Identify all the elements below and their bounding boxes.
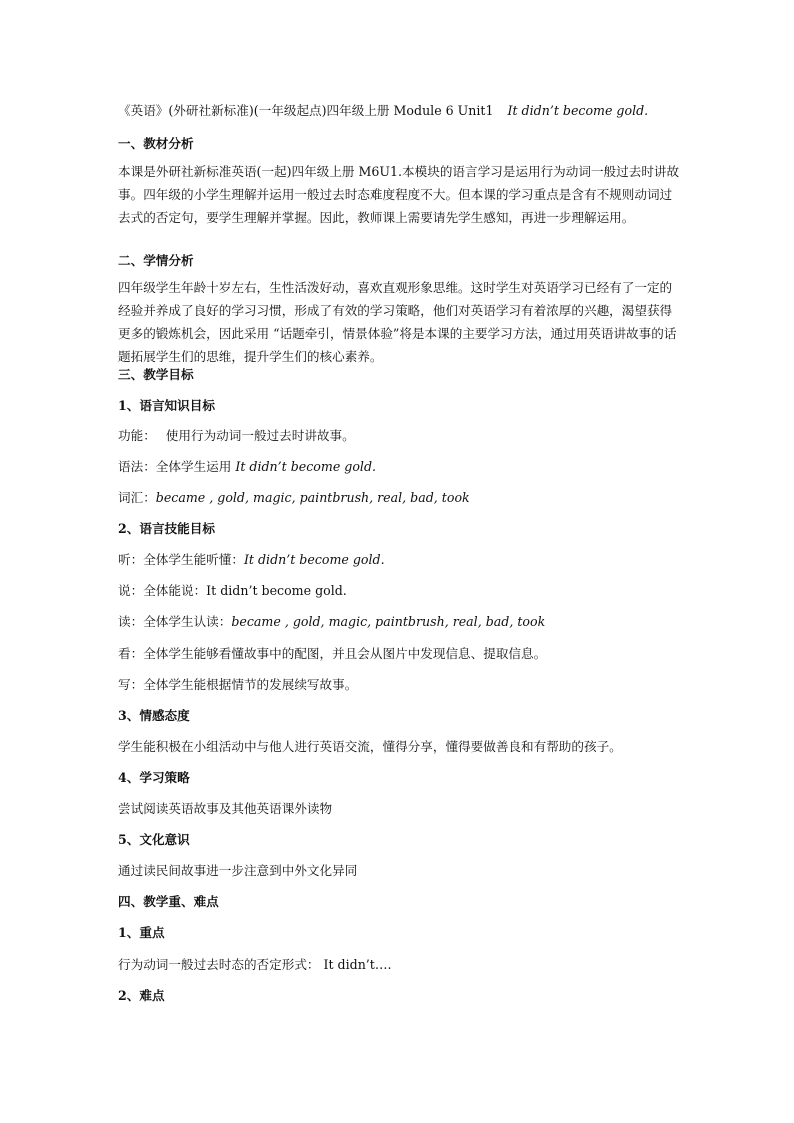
read-line (118, 614, 545, 630)
speak-label: 说： (118, 583, 144, 598)
write-line (118, 677, 357, 693)
listen-italic: It didn’t become gold. (243, 552, 385, 567)
title-main: 《英语》(外研社新标准)(一年级起点)四年级上册 Module 6 Unit1 (118, 103, 494, 118)
listen-text: 全体学生能听懂： (143, 552, 244, 567)
section-2-paragraph: 四年级学生年龄十岁左右，生性活泼好动，喜欢直观形象思维。这时学生对英语学习已经有了一定的经验并养成了良好的学习习惯，形成了有效的学习策略，他们对英语学习有着浓厚的兴趣，渴望获得更多的锻炼机会，因此采用 “话题牵引，情景体验”将是本课的主要学习方法，通过用英语讲故事的话题拓展学生们的思维，提升学生们的核心素养。 (118, 280, 677, 364)
write-label: 写： (118, 677, 144, 692)
section-1-paragraph: 本课是外研社新标准英语(一起)四年级上册 M6U1.本模块的语言学习是运用行为动词一般过去时讲故事。四年级的小学生理解并运用一般过去时态难度程度不大。但本课的学习重点是含有不规则动词过去式的否定句，要学生理解并掌握。因此，教师课上需要请先学生感知，再进一步理解运用。 (118, 164, 680, 225)
section-heading-4: 四、教学重、难点 (118, 894, 219, 909)
see-text: 全体学生能够看懂故事中的配图，并且会从图片中发现信息、提取信息。 (143, 646, 547, 661)
grammar-label: 语法： (118, 459, 156, 474)
function-line (118, 428, 355, 444)
vocabulary-italic: became , gold, magic, paintbrush, real, bad, took (155, 490, 470, 505)
section-heading-3: 三、教学目标 (118, 367, 194, 382)
subheading-key-point: 1、重点 (118, 925, 165, 940)
listen-label: 听： (118, 552, 144, 567)
see-label: 看： (118, 646, 144, 661)
function-label: 功能： (118, 428, 156, 443)
grammar-line (118, 459, 376, 475)
attitude-text: 学生能积极在小组活动中与他人进行英语交流，懂得分享，懂得要做善良和有帮助的孩子。 (118, 739, 622, 754)
grammar-italic: It didn’t become gold. (235, 459, 377, 474)
read-text: 全体学生认读： (143, 614, 232, 629)
subheading-strategy: 4、学习策略 (118, 770, 190, 785)
read-italic: became , gold, magic, paintbrush, real, bad, took (231, 614, 546, 629)
title-italic: It didn’t become gold. (507, 103, 649, 118)
subheading-difficult-point: 2、难点 (118, 988, 165, 1003)
listen-line (118, 552, 385, 568)
section-heading-1: 一、教材分析 (118, 136, 194, 151)
subheading-attitude: 3、情感态度 (118, 708, 190, 723)
grammar-text: 全体学生运用 (155, 459, 236, 474)
see-line (118, 646, 546, 662)
subheading-language-knowledge: 1、语言知识目标 (118, 398, 215, 413)
document-title (118, 103, 648, 119)
speak-line (118, 583, 347, 599)
strategy-text: 尝试阅读英语故事及其他英语课外读物 (118, 801, 333, 816)
key-point-text: 行为动词一般过去时态的否定形式： It didn’t…. (118, 957, 392, 972)
read-label: 读： (118, 614, 144, 629)
subheading-culture: 5、文化意识 (118, 832, 190, 847)
culture-text: 通过读民间故事进一步注意到中外文化异同 (118, 863, 358, 878)
subheading-language-skills: 2、语言技能目标 (118, 521, 215, 536)
vocabulary-line (118, 490, 470, 506)
vocabulary-label: 词汇： (118, 490, 156, 505)
write-text: 全体学生能根据情节的发展续写故事。 (143, 677, 358, 692)
section-heading-2: 二、学情分析 (118, 253, 194, 268)
speak-text: 全体能说：It didn’t become gold. (143, 583, 347, 598)
function-text: 使用行为动词一般过去时讲故事。 (165, 428, 355, 443)
